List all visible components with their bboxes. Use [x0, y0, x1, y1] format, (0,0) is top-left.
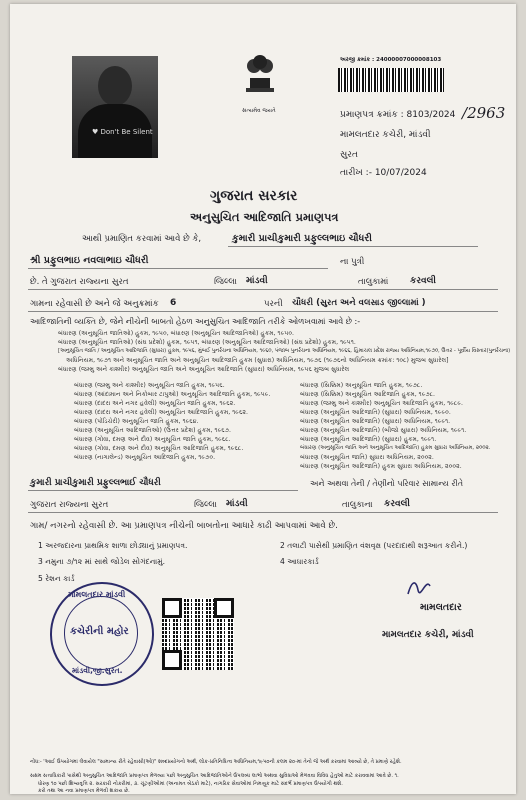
- office-seal: મામલતદાર માંડવી કચેરીની મહોર માંડવી,જી.સુરત.: [50, 582, 154, 686]
- family-taluka-label: તાલુકાના: [342, 500, 373, 510]
- application-number: 24000007000008103: [376, 57, 442, 63]
- order-left-8: બંધારણ (ગોવા, દમણ અને દીવ) અનુસૂચિત આદિજાતિ હુકમ, ૧૯૬૮.: [74, 445, 244, 452]
- order-line-4: અધિનિયમ, ૧૯૭૧ અને અનુસૂચિત જાતિ અને અનુસૂચિત આદિજાતિ હુકમ (સુધારા) અધિનિયમ, ૧૯૭૬ (૧૯૭૬નો અધિનિયમ ક્રમાંક: ૧૦૮) મુજબ સુધારેલ]: [66, 357, 449, 364]
- order-right-7: બંધારણ (અનુસૂચિત આદિજાતિ) (સુધારા) હુકમ, ૧૯૯૧.: [300, 436, 437, 443]
- order-right-4: બંધારણ (અનુસૂચિત આદિજાતિ) (સુધારા) અધિનિયમ, ૧૯૯૦.: [300, 409, 451, 416]
- document-item-4: 4 આધારકાર્ડ: [280, 557, 319, 566]
- order-line-1: બંધારણ (અનુસૂચિત જાતિઓ) હુકમ, ૧૯૫૦, બંધારણ (અનુસૂચિત આદિજાતિઓ) હુકમ, ૧૯૫૦.: [58, 330, 295, 337]
- order-left-1: બંધારણ (જમ્મુ અને કાશ્મીર) અનુસૂચિત જાતિ હુકમ, ૧૯૫૬.: [74, 382, 225, 389]
- document-item-5: 5 રેશન કાર્ડ: [38, 574, 75, 583]
- district-label: જિલ્લા: [214, 277, 237, 287]
- certificate-number: 8103/2024: [406, 110, 456, 120]
- certificate-page: [10, 4, 516, 794]
- village-text: ગામના રહેવાસી છે અને જે અનુક્રમાંક: [30, 299, 159, 309]
- issue-date-row: તારીખ :- 10/07/2024: [340, 168, 427, 178]
- order-right-3: બંધારણ (જમ્મુ અને કાશ્મીર) અનુસૂચિત આદિજાતિ હુકમ, ૧૯૮૯.: [300, 400, 463, 407]
- family-holder-name: કુમારી પ્રાચીકુમારી પ્રફુલ્લભાઈ ચૌધરી: [30, 478, 161, 488]
- certificate-number-row: પ્રમાણપત્ર ક્રમાંક : 8103/2024: [340, 110, 456, 120]
- order-left-9: બંધારણ (નાગાલેન્ડ) અનુસૂચિત આદિજાતિ હુકમ, ૧૯૭૦.: [74, 454, 216, 461]
- government-title: ગુજરાત સરકાર: [210, 188, 298, 204]
- issue-date: 10/07/2024: [374, 168, 427, 178]
- national-emblem-icon: [238, 50, 282, 102]
- footer-paragraph-2: ધોરણ ૧૦ પછી શિષ્યવૃત્તિ ૨. સરકારી નોકરીમાં, ૩. ચૂંટણીઓમાં (અનામત બેઠકો માટે), નાગરિક સેવાઓમાં નિમણૂક માટે સંદર્ભે પ્રમાણપત્ર ઉપયોગી થશે.: [38, 781, 343, 787]
- parni-label: પરની: [264, 299, 283, 309]
- family-suffix: અને અથવા તેની / તેણીનો પરિવાર સામાન્ય રીતે: [310, 479, 464, 488]
- order-line-5: બંધારણ (જમ્મુ અને કાશ્મીર) અનુસૂચિત જાતિ અને અનુસૂચિત આદિજાતિ (સુધારા) અધિનિયમ, ૧૯૫૬ મુજબ સુધારેલ: [58, 366, 350, 373]
- certificate-title: અનુસુચિત આદિજાતિ પ્રમાણપત્ર: [190, 210, 339, 224]
- district-value: માંડવી: [246, 276, 268, 286]
- family-district-label: જિલ્લા: [194, 500, 217, 510]
- barcode: [338, 68, 444, 92]
- order-right-6: બંધારણ (અનુસૂચિત આદિજાતિ) (બીજો સુધારા) અધિનિયમ, ૧૯૯૧.: [300, 427, 467, 434]
- order-right-9: બંધારણ (અનુસૂચિત જાતિ) સુધારા અધિનિયમ, ૨૦૦૨.: [300, 454, 434, 461]
- footer-paragraph-1: સક્ષમ સત્તાધિકારી પાસેથી અનુસુચિત આદિજાતિ પ્રમાણપત્ર મેળવ્યા પછી અનુસુચિત આદિજાતિઓને ઉપલબ્ધ લાભો અથવા સુવિધાઓ મેળવવા વિવિધ હેતુઓ માટે કરાવવામાં આવે છે. ૧.: [30, 773, 399, 779]
- residence-state: છે. તે ગુજરાત રાજ્યના સુરત: [30, 277, 129, 287]
- order-line-3: [અનુસૂચિત જાતિ / અનુસૂચિત આદિજાતિ (સુધારા) હુકમ, ૧૯૫૬, મુંબઈ પુનર્રચના અધિનિયમ, ૧૯૬૦, પંજાબ પુનર્રચના અધિનિયમ, ૧૯૬૬, હિમાચલ પ્રદેશ રાજ્ય અધિનિયમ,૧૯૭૦, ઉત્તર - પૂર્વીય વિસ્તાર(પુનર્રચના): [58, 348, 511, 354]
- family-state: ગુજરાત રાજ્યના સુરત: [30, 500, 109, 510]
- signature-mark: [406, 576, 432, 598]
- order-left-2: બંધારણ (આંદામાન અને નિકોબાર ટાપુઓ) અનુસૂચિત આદિજાતિ હુકમ, ૧૯૫૯.: [74, 391, 271, 398]
- recognition-text: આદિજાતિની વ્યક્તિ છે, જેને નીચેની બાબતો હેઠળ અનુસુચિત આદિજાતિ તરીકે ઓળખવામાં આવે છે :-: [30, 317, 361, 326]
- order-left-5: બંધારણ (પોંડિચેરી) અનુસૂચિત જાતિ હુકમ, ૧૯૬૪.: [74, 418, 199, 425]
- handwritten-number: /2963: [462, 104, 506, 122]
- document-item-2: 2 તલાટી પાસેથી પ્રમાણિત વંશવૃક્ષ (પરદાદાથી શરૂઆત કરીને.): [280, 541, 468, 550]
- taluka-label: તાલુકામાં: [358, 277, 389, 287]
- family-district: માંડવી: [226, 499, 248, 509]
- relation: ના પુત્રી: [340, 257, 365, 267]
- order-right-10: બંધારણ (અનુસૂચિત આદિજાતિ) હુકમ સુધારા અધિનિયમ, ૨૦૦૨.: [300, 463, 462, 470]
- footer-note: નોંધ:- 'આઈ ઉપયોગમાં લેવાયેલ "સામાન્ય રીતે રહેવાસી(ઓ)" શબ્દપ્રયોગનો અર્થ, લોક-પ્રતિનિધિત્વ અધિનિયમ,૧૯૫૦ની કલમ ૨૦-માં તેનો જે અર્થ કરવામાં આવ્યો છે, તે પ્રમાણે રહેશે.: [30, 759, 402, 765]
- issuing-city: સુરત: [340, 150, 358, 160]
- applicant-photo: ♥ Don't Be Silent: [72, 56, 158, 158]
- order-left-6: બંધારણ (અનુસૂચિત આદિજાતિઓ) (ઉત્તર પ્રદેશ) હુકમ, ૧૯૬૭.: [74, 427, 231, 434]
- tribe-name: ચૌધરી (સુરત અને વલસાડ જીલ્લામાં ): [292, 298, 426, 308]
- order-right-2: બંધારણ (સિક્કિમ) અનુસૂચિત આદિજાતિ હુકમ, ૧૯૭૮.: [300, 391, 436, 398]
- issuing-office: મામલતદાર કચેરી, માંડવી: [340, 130, 431, 140]
- order-right-1: બંધારણ (સિક્કિમ) અનુસૂચિત જાતિ હુકમ, ૧૯૭૮.: [300, 382, 423, 389]
- order-right-8: બંધારણ (અનુસૂચિત જાતિ અને અનુસૂચિત આદિજાતિ) હુકમ સુધારા અધિનિયમ, ૨૦૦૨.: [300, 445, 491, 451]
- signatory-title: મામલતદાર: [420, 602, 462, 613]
- footer-paragraph-3: કરો તથા આ નવા પ્રમાણપત્ર મેળવી શકાય છે.: [38, 788, 130, 794]
- signatory-office: મામલતદાર કચેરી, માંડવી: [382, 630, 474, 640]
- serial-number: 6: [170, 298, 177, 308]
- certification-intro: આથી પ્રમાણિત કરવામાં આવે છે કે,: [82, 234, 202, 244]
- document-item-1: 1 અરજદારના પ્રાથમિક શાળા છોડ્યાનું પ્રમાણપત્ર.: [38, 541, 188, 550]
- qr-code: [162, 598, 234, 670]
- order-right-5: બંધારણ (અનુસૂચિત આદિજાતિ) (સુધારા) અધિનિયમ, ૧૯૯૧.: [300, 418, 451, 425]
- order-line-2: બંધારણ (અનુસૂચિત જાતિઓ) (સંઘ પ્રદેશો) હુકમ, ૧૯૫૧, બંધારણ (અનુસૂચિત આદિજાતિઓ) (સંઘ પ્રદેશો) હુકમ, ૧૯૫૧.: [58, 339, 356, 346]
- order-left-4: બંધારણ (દાદરા અને નગર હવેલી) અનુસૂચિત આદિજાતિ હુકમ, ૧૯૬૨.: [74, 409, 249, 416]
- basis-text: ગામ/ નગરનો રહેવાસી છે. આ પ્રમાણપત્ર નીચેની બાબતોના આધારે કાઢી આપવામાં આવે છે.: [30, 521, 338, 531]
- application-number-label: અરજી ક્રમાંક : 24000007000008103: [340, 57, 442, 63]
- emblem-caption: સત્યમેવ જયતે: [242, 108, 276, 114]
- father-name: શ્રી પ્રફુલભાઇ નવલાભાઇ ચૌધરી: [30, 255, 149, 266]
- taluka-value: કરવલી: [410, 276, 436, 286]
- document-item-3: 3 નમુના ૭/૧૨ માં સાથે જોડેલ સોગંદનામું.: [38, 557, 166, 566]
- holder-name: કુમારી પ્રાચીકુમારી પ્રફુલ્લભાઇ ચૌધરી: [232, 233, 372, 244]
- order-left-7: બંધારણ (ગોવા, દમણ અને દીવ) અનુસૂચિત જાતિ હુકમ, ૧૯૬૮.: [74, 436, 231, 443]
- order-left-3: બંધારણ (દાદરા અને નગર હવેલી) અનુસૂચિત જાતિ હુકમ, ૧૯૬૨.: [74, 400, 236, 407]
- family-taluka: કરવલી: [384, 499, 410, 509]
